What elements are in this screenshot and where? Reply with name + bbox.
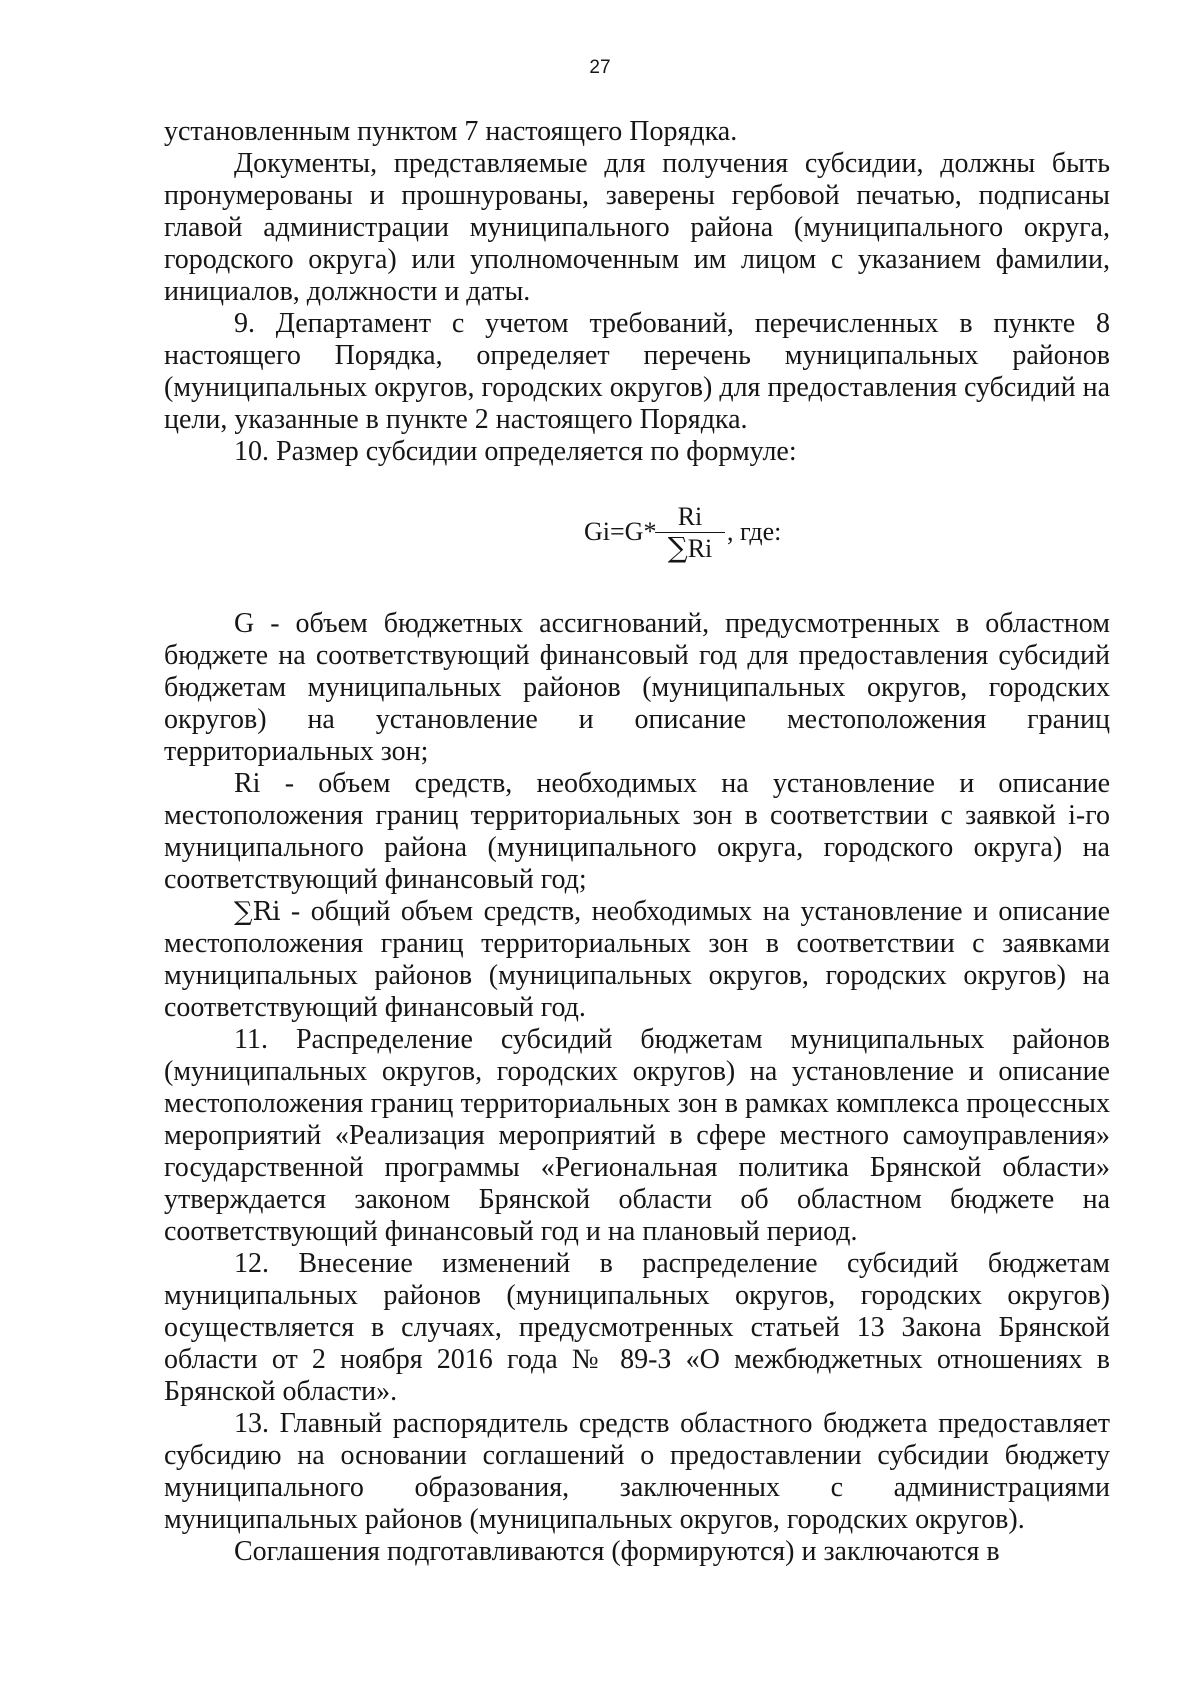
definition-ri: Ri - объем средств, необходимых на установление и описание местоположения границ территориальных зон в соответствии с заявкой i-го муниципального района (муниципального округа, городского округа) на соответствующий финансовый год;	[164, 768, 1110, 895]
formula-fraction	[655, 502, 725, 564]
subsidy-formula	[164, 502, 1110, 562]
definition-g: G - объем бюджетных ассигнований, предусмотренных в областном бюджете на соответствующий финансовый год для предоставления субсидий бюджетам муниципальных районов (муниципальных округов, городских округов) на установление и описание местоположения границ территориальных зон;	[164, 608, 1110, 767]
sigma-icon: ∑	[667, 531, 688, 564]
paragraph-continuation: установленным пунктом 7 настоящего Порядка.	[164, 116, 738, 147]
formula-lhs: Gi=G*	[584, 517, 657, 546]
paragraph-documents: Документы, представляемые для получения субсидии, должны быть пронумерованы и прошнурованы, заверены гербовой печатью, подписаны главой администрации муниципального района (муниципального округа, городского округа) или уполномоченным им лицом с указанием фамилии, инициалов, должности и даты.	[164, 148, 1110, 307]
paragraph-item-13: 13. Главный распорядитель средств областного бюджета предоставляет субсидию на основании соглашений о предоставлении субсидии бюджету муниципального образования, заключенных с администрациями муниципальных районов (муниципальных округов, городских округов).	[164, 1408, 1110, 1535]
formula-denominator	[655, 533, 725, 564]
formula-numerator: Ri	[655, 502, 725, 533]
paragraph-item-10: 10. Размер субсидии определяется по формуле:	[234, 436, 797, 467]
paragraph-item-12: 12. Внесение изменений в распределение субсидий бюджетам муниципальных районов (муниципальных округов, городских округов) осуществляется в случаях, предусмотренных статьей 13 Закона Брянской области от 2 ноября 2016 года № 89-З «О межбюджетных отношениях в Брянской области».	[164, 1248, 1110, 1407]
formula-suffix: , где:	[727, 517, 782, 546]
page-number: 27	[589, 57, 611, 78]
definition-sum-ri	[164, 896, 1110, 1024]
paragraph-agreements: Соглашения подготавливаются (формируются) и заключаются в	[234, 1536, 1000, 1567]
paragraph-item-9: 9. Департамент с учетом требований, перечисленных в пункте 8 настоящего Порядка, определяет перечень муниципальных районов (муниципальных округов, городских округов) для предоставления субсидий на цели, указанные в пункте 2 настоящего Порядка.	[164, 308, 1110, 435]
paragraph-item-11: 11. Распределение субсидий бюджетам муниципальных районов (муниципальных округов, городских округов) на установление и описание местоположения границ территориальных зон в рамках комплекса процессных мероприятий «Реализация мероприятий в сфере местного самоуправления» государственной программы «Региональная политика Брянской области» утверждается законом Брянской области об областном бюджете на соответствующий финансовый год и на плановый период.	[164, 1024, 1110, 1247]
definition-sum-ri-text: - общий объем средств, необходимых на установление и описание местоположения границ территориальных зон в соответствии с заявками муниципальных районов (муниципальных округов, городских округов) на соответствующий финансовый год.	[164, 896, 1110, 1023]
formula-denominator-term: Ri	[687, 534, 713, 563]
sum-ri-symbol: ∑Ri	[234, 897, 281, 927]
document-body	[164, 116, 1110, 1568]
